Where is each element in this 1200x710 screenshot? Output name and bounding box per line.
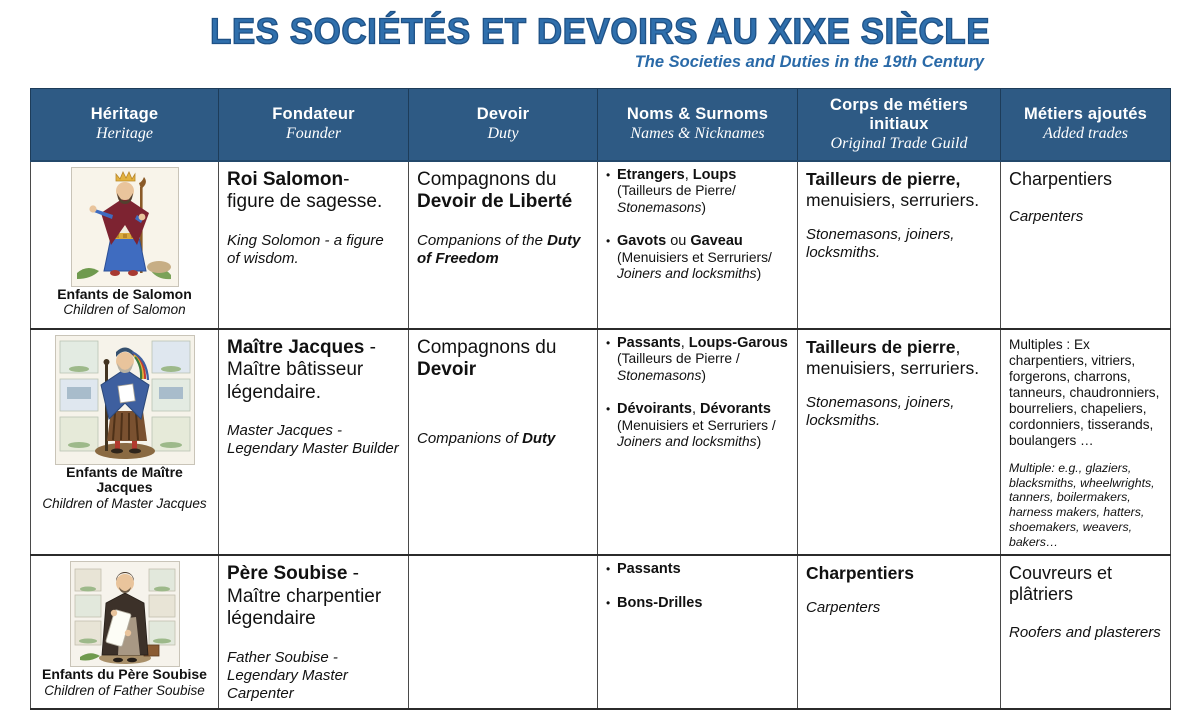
founder-text-fr: Maître Jacques - Maître bâtisseur légendaire. bbox=[227, 336, 376, 403]
guild-text-en: Stonemasons, joiners, locksmiths. bbox=[806, 225, 955, 262]
duty-text-en: Companions of the Duty of Freedom bbox=[417, 231, 581, 267]
pere-soubise-lithograph bbox=[70, 561, 180, 667]
duty-text-en: Companions of Duty bbox=[417, 429, 556, 447]
bullet-icon: • bbox=[606, 167, 611, 182]
header-row bbox=[31, 88, 1171, 161]
header-duty: Devoir Duty bbox=[409, 88, 598, 161]
guild-cell-soubise bbox=[798, 555, 1001, 708]
caption-fr: Enfants de Salomon bbox=[57, 285, 192, 302]
king-salomon-lithograph bbox=[71, 167, 179, 287]
duty-cell-jacques bbox=[409, 329, 598, 556]
table-row-maitre-jacques bbox=[31, 329, 1171, 556]
header-founder: Fondateur Founder bbox=[219, 88, 409, 161]
list-item: • Passants bbox=[606, 561, 681, 578]
bullet-icon: • bbox=[606, 233, 611, 248]
bullet-icon: • bbox=[606, 596, 611, 611]
guild-text-en: Stonemasons, joiners, locksmiths. bbox=[806, 393, 955, 430]
maitre-jacques-lithograph bbox=[55, 335, 195, 465]
header-added: Métiers ajoutés Added trades bbox=[1001, 88, 1171, 161]
names-cell-salomon bbox=[598, 161, 798, 329]
maitre-jacques-image bbox=[55, 335, 195, 465]
bullet-icon: • bbox=[606, 562, 611, 577]
added-text-fr: Multiples : Ex charpentiers, vitriers, forgerons, charrons, tanneurs, chaudronniers, bourreliers, chapeliers, cordonniers, tisserands, boulangers … bbox=[1009, 336, 1160, 448]
bullet-icon: • bbox=[606, 401, 611, 416]
added-text-en: Carpenters bbox=[1009, 208, 1084, 226]
guild-cell-jacques bbox=[798, 329, 1001, 556]
pere-soubise-image bbox=[70, 561, 180, 667]
added-cell-soubise bbox=[1001, 555, 1171, 708]
societies-table bbox=[30, 88, 1171, 710]
page-subtitle: The Societies and Duties in the 19th Century bbox=[634, 52, 985, 71]
list-item: • Dévoirants, Dévorants (Menuisiers et Serruriers / Joiners and locksmiths) bbox=[606, 400, 776, 449]
founder-text-en: Father Soubise - Legendary Master Carpenter bbox=[227, 648, 348, 702]
founder-text-en: Master Jacques - Legendary Master Builder bbox=[227, 421, 399, 457]
bullet-icon: • bbox=[606, 335, 611, 350]
founder-text-fr: Père Soubise - Maître charpentier légendaire bbox=[227, 563, 382, 630]
table-row-pere-soubise bbox=[31, 555, 1171, 708]
caption-en: Children of Father Soubise bbox=[44, 683, 205, 699]
header-names: Noms & Surnoms Names & Nicknames bbox=[598, 88, 798, 161]
added-cell-jacques bbox=[1001, 329, 1171, 556]
heritage-cell-soubise bbox=[31, 555, 219, 708]
title-block bbox=[209, 11, 991, 72]
founder-cell-salomon bbox=[219, 161, 409, 329]
added-text-fr: Charpentiers bbox=[1009, 168, 1113, 189]
duty-text-fr: Compagnons du Devoir bbox=[417, 336, 557, 381]
guild-text-en: Carpenters bbox=[806, 599, 881, 617]
list-item: • Etrangers, Loups (Tailleurs de Pierre/ Stonemasons) bbox=[606, 166, 737, 215]
table-row-salomon bbox=[31, 161, 1171, 329]
added-text-fr: Couvreurs et plâtriers bbox=[1009, 563, 1113, 605]
names-cell-jacques bbox=[598, 329, 798, 556]
list-item: • Gavots ou Gaveau (Menuisiers et Serruriers/ Joiners and locksmiths) bbox=[606, 232, 772, 281]
founder-cell-jacques bbox=[219, 329, 409, 556]
caption-fr: Enfants de Maître Jacques bbox=[66, 463, 183, 496]
caption-fr: Enfants du Père Soubise bbox=[42, 666, 207, 683]
founder-text-en: King Solomon - a figure of wisdom. bbox=[227, 231, 384, 267]
list-item: • Passants, Loups-Garous (Tailleurs de Pierre / Stonemasons) bbox=[606, 334, 788, 383]
added-text-en: Multiple: e.g., glaziers, blacksmiths, wheelwrights, tanners, boilermakers, harness makers, hatters, shoemakers, weavers, bakers… bbox=[1009, 460, 1155, 549]
page bbox=[0, 11, 1200, 702]
caption-en: Children of Salomon bbox=[63, 302, 186, 318]
header-guild: Corps de métiers initiaux Original Trade Guild bbox=[798, 88, 1001, 161]
guild-text-fr: Tailleurs de pierre, menuisiers, serruriers. bbox=[806, 168, 980, 210]
heritage-cell-jacques bbox=[31, 329, 219, 556]
guild-cell-salomon bbox=[798, 161, 1001, 329]
caption-en: Children of Master Jacques bbox=[42, 496, 207, 512]
duty-cell-soubise bbox=[409, 555, 598, 708]
added-text-en: Roofers and plasterers bbox=[1009, 623, 1161, 641]
guild-text-fr: Tailleurs de pierre, menuisiers, serruriers. bbox=[806, 336, 980, 378]
king-salomon-image bbox=[71, 167, 179, 287]
guild-text-fr: Charpentiers bbox=[806, 563, 914, 584]
founder-text-fr: Roi Salomon- figure de sagesse. bbox=[227, 168, 383, 213]
added-cell-salomon bbox=[1001, 161, 1171, 329]
duty-cell-salomon bbox=[409, 161, 598, 329]
list-item: • Bons-Drilles bbox=[606, 595, 703, 612]
header-heritage: Héritage Heritage bbox=[31, 88, 219, 161]
heritage-cell-salomon bbox=[31, 161, 219, 329]
duty-text-fr: Compagnons du Devoir de Liberté bbox=[417, 168, 573, 213]
page-title: LES SOCIÉTÉS ET DEVOIRS AU XIXE SIÈCLE bbox=[209, 11, 991, 52]
names-cell-soubise bbox=[598, 555, 798, 708]
founder-cell-soubise bbox=[219, 555, 409, 708]
